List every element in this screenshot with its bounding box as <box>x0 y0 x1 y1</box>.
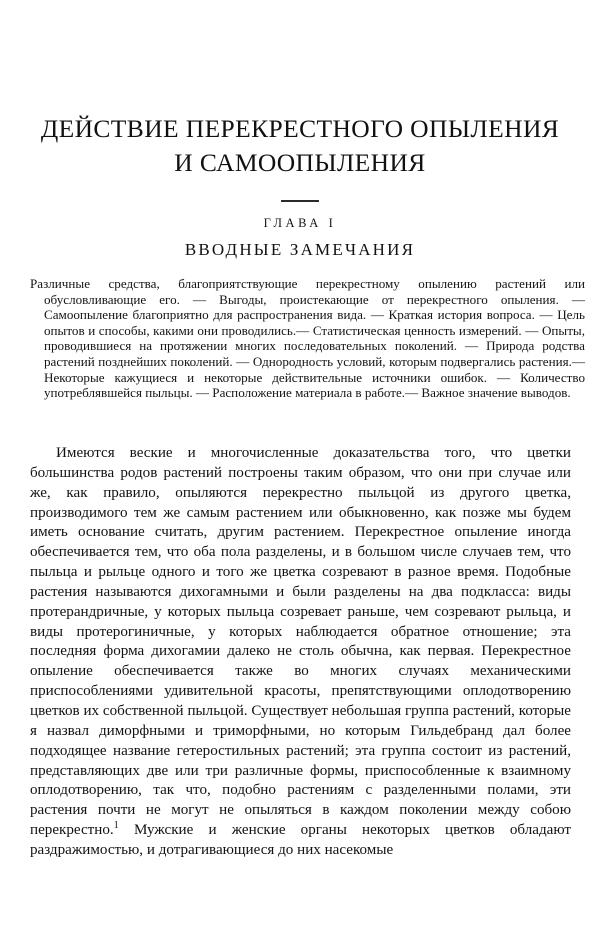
chapter-title: ВВОДНЫЕ ЗАМЕЧАНИЯ <box>184 240 416 259</box>
chapter-summary: Различные средства, благоприятствующие перекрестному опылению растений или обусловливающие его. — Выгоды, проистекающие от перекрестного опыления. — Самоопыление благоприятно для распространения вида. — Краткая история вопроса. — Цель опытов и способы, какими они проводились.— Статистическая ценность измерений. — Опыты, проводившиеся на протяжении многих последовательных поколений. — Природа родства растений позднейших поколений. — Однородность условий, которым подвергались растения.— Некоторые кажущиеся и некоторые действительные источники ошибок. — Количество употреблявшейся пыльцы. — Расположение материала в работе.— Важное значение выводов. <box>30 276 585 401</box>
body-paragraph <box>30 444 571 861</box>
title-divider <box>30 189 570 207</box>
page-title-line-1: ДЕЙСТВИЕ ПЕРЕКРЕСТНОГО ОПЫЛЕНИЯ <box>40 114 560 143</box>
page-title-line-2: И САМООПЫЛЕНИЯ <box>174 148 426 177</box>
chapter-number: ГЛАВА I <box>263 216 337 230</box>
footnote-reference: 1 <box>113 820 119 831</box>
page-title <box>30 112 570 180</box>
horizontal-rule-icon <box>281 200 319 202</box>
body-text-part-1: Имеются веские и многочисленные доказательства того, что цветки большинства родов растений построены таким образом, что они при случае или же, как правило, опыляются перекрестно пыльцой из другого цветка, производимого тем же самым растением или обыкновенно, как позже мы будем иметь основание считать, другим растением. Перекрестное опыление иногда обеспечивается тем, что оба пола разделены, и в большом числе случаев тем, что пыльца и рыльце одного и того же цветка созревают в разное время. Подобные растения называются дихогамными и были разделены на два подкласса: виды протерандричные, у которых пыльца созревает раньше, чем созревают рыльца, и виды протерогиничные, у которых наблюдается обратное отношение; эта последняя форма дихогамии далеко не столь обычна, как первая. Перекрестное опыление обеспечивается также во многих случаях механическими приспособлениями удивительной красоты, препятствующими оплодотворению цветков их собственной пыльцой. Существует небольшая группа растений, которые я назвал диморфными и триморфными, но которым Гильдебранд дал более подходящее название гетеростильных растений; эта группа состоит из растений, представляющих две или три различные формы, приспособленные к взаимному оплодотворению, так что, подобно растениям с разделенными полами, эти растения почти не могут не опыляться в каждом поколении между собою перекрестно. <box>30 445 571 839</box>
body-text-part-2: Мужские и женские органы некоторых цветков обладают раздражимостью, и дотрагивающиеся до них насекомые <box>30 822 571 858</box>
